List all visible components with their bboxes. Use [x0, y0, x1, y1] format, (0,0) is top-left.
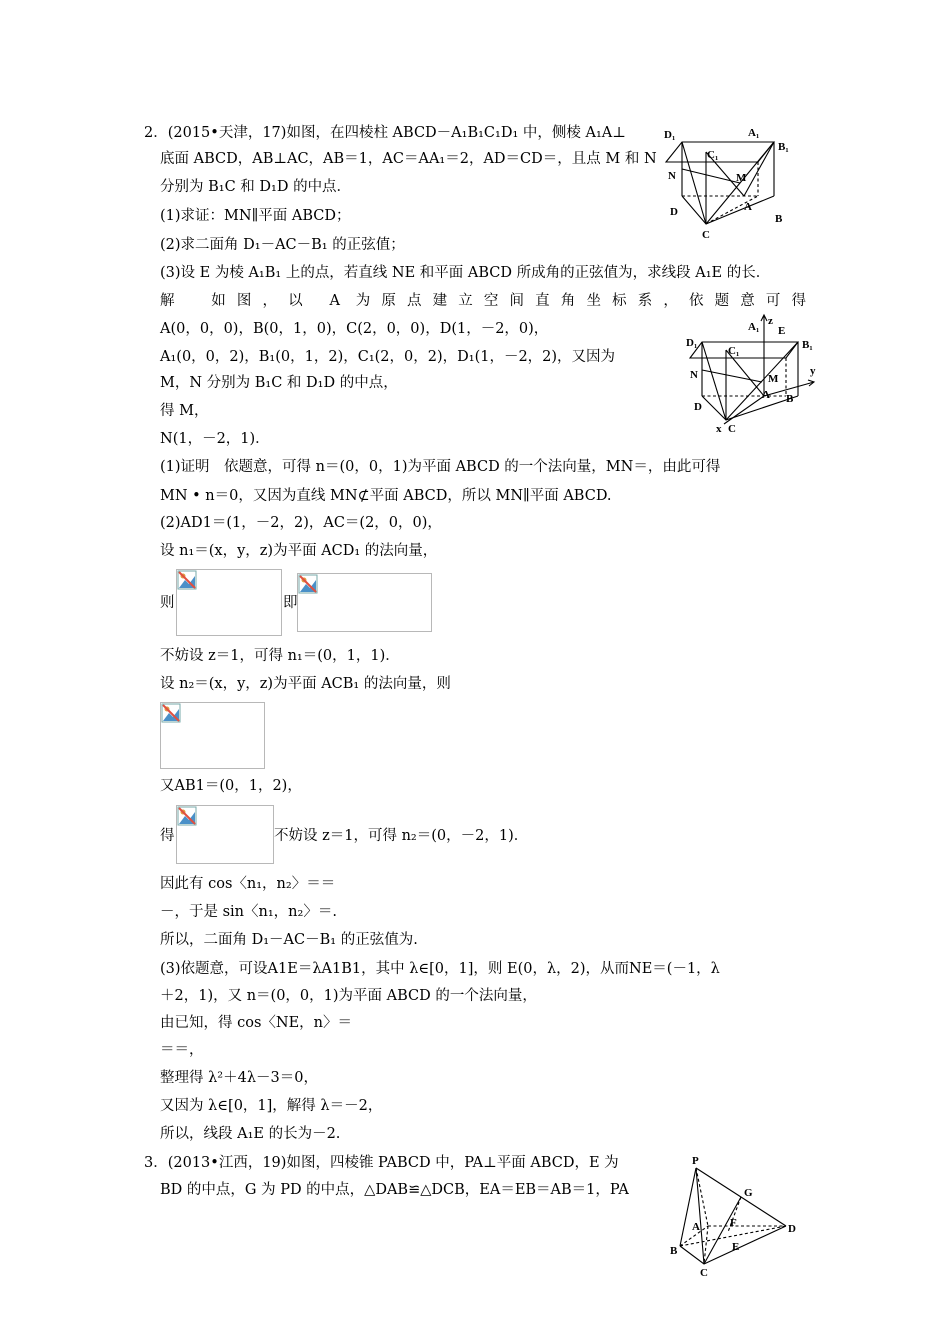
- broken-image-icon: [177, 570, 197, 590]
- fig2-label: D: [694, 401, 702, 413]
- fig1-label: B₁: [778, 141, 789, 153]
- equation-image-placeholder: [160, 702, 265, 769]
- fig2-label: E: [778, 325, 786, 337]
- fig2-label: D₁: [686, 337, 698, 349]
- problem-2-line-2: 底面 ABCD，AB⊥AC，AB＝1，AC＝AA₁＝2，AD＝CD＝，且点 M 和 N: [160, 151, 657, 167]
- fig3-edge: [680, 1168, 696, 1246]
- fig2-label: y: [810, 365, 816, 377]
- fig1-diagonal: [744, 142, 774, 196]
- fig3-segment: [704, 1197, 741, 1264]
- fig2-label: M: [768, 373, 779, 385]
- solution-coords-2: A₁(0，0，2)，B₁(0，1，2)，C₁(2，0，2)，D₁(1，－2，2)，又因为: [160, 349, 616, 365]
- fig2-label: A₁: [748, 321, 760, 333]
- figure-prism: [664, 124, 814, 244]
- solution-part-3: (3)依题意，可设A1E＝λA1B1，其中 λ∈[0，1]，则 E(0，λ，2)，从而NE＝(－1，λ: [160, 961, 720, 977]
- solution-quadratic: 整理得 λ²＋4λ－3＝0，: [160, 1070, 318, 1086]
- fig3-label: E: [732, 1241, 740, 1253]
- fig3-label: F: [730, 1217, 737, 1229]
- fig3-label: D: [788, 1223, 796, 1235]
- fig3-edge-hidden: [696, 1168, 708, 1226]
- fig2-label: N: [690, 369, 698, 381]
- problem-2-question-3: (3)设 E 为棱 A₁B₁ 上的点，若直线 NE 和平面 ABCD 所成角的正弦值为，求线段 A₁E 的长．: [160, 265, 771, 281]
- problem-3-line-2: BD 的中点，G 为 PD 的中点，△DAB≌△DCB，EA＝EB＝AB＝1，PA: [160, 1182, 629, 1198]
- fig1-label: D: [670, 206, 678, 218]
- broken-image-icon: [177, 806, 197, 826]
- fig2-label: C: [728, 423, 736, 434]
- solution-midpoints: M，N 分别为 B₁C 和 D₁D 的中点，: [160, 375, 398, 391]
- fig1-label: C₁: [707, 149, 719, 161]
- equation-image-placeholder: [297, 573, 432, 632]
- problem-2-line-3: 分别为 B₁C 和 D₁D 的中点．: [160, 179, 352, 195]
- fig3-edge: [696, 1168, 704, 1264]
- fig3-label: P: [692, 1155, 699, 1167]
- solution-m: 得 M，: [160, 403, 209, 419]
- fig2-label: C₁: [728, 345, 740, 357]
- solution-part-3-cont: ＋2，1)，又 n＝(0，0，1)为平面 ABCD 的一个法向量，: [160, 988, 537, 1004]
- fig1-label: D₁: [664, 129, 676, 141]
- solution-intro: 解 如图，以 A 为原点建立空间直角坐标系，依题意可得: [160, 293, 806, 309]
- fig2-segment: [702, 370, 762, 382]
- fig2-base: [702, 396, 798, 420]
- solution-ab1: 又AB1＝(0，1，2)，: [160, 778, 302, 794]
- solution-part-2-conclusion: 所以，二面角 D₁－AC－B₁ 的正弦值为.: [160, 932, 418, 948]
- fig1-diagonal: [682, 142, 706, 224]
- solution-get-label: 得: [160, 828, 175, 844]
- solution-equals: ＝＝，: [160, 1042, 204, 1058]
- solution-part-1: (1)证明 依题意，可得 n＝(0，0，1)为平面 ABCD 的一个法向量，MN＝，由此可得: [160, 459, 721, 475]
- fig2-label: z: [768, 315, 773, 327]
- fig3-label: A: [692, 1221, 700, 1233]
- equation-image-placeholder: [176, 805, 274, 864]
- solution-part-2: (2)AD1＝(1，－2，2)，AC＝(2，0，0)，: [160, 515, 442, 531]
- fig2-label: B₁: [802, 339, 813, 351]
- solution-namely-label: 即: [283, 595, 298, 611]
- fig3-label: C: [700, 1267, 708, 1278]
- fig1-label: N: [668, 170, 676, 182]
- solution-normal-n1: 设 n₁＝(x，y，z)为平面 ACD₁ 的法向量，: [160, 543, 438, 559]
- figure-pyramid: [668, 1154, 808, 1278]
- fig1-label: A₁: [748, 127, 760, 139]
- solution-n1-result: 不妨设 z＝1，可得 n₁＝(0，1，1)．: [160, 648, 400, 664]
- solution-normal-n2: 设 n₂＝(x，y，z)为平面 ACB₁ 的法向量，则: [160, 676, 451, 692]
- solution-cos-ne: 由已知，得 cos〈NE，n〉＝: [160, 1015, 353, 1031]
- fig2-label: x: [716, 423, 722, 434]
- fig3-label: B: [670, 1245, 678, 1257]
- fig2-label: A: [762, 389, 770, 401]
- problem-2-question-1: (1)求证：MN∥平面 ABCD；: [160, 208, 351, 224]
- broken-image-icon: [298, 574, 318, 594]
- solution-then-label: 则: [160, 595, 175, 611]
- solution-n: N(1，－2，1)．: [160, 431, 270, 447]
- solution-n2-result: 不妨设 z＝1，可得 n₂＝(0，－2，1)．: [274, 828, 529, 844]
- fig1-label: M: [736, 172, 747, 184]
- solution-part-1-cont: MN • n＝0，又因为直线 MN⊄平面 ABCD，所以 MN∥平面 ABCD.: [160, 488, 612, 504]
- problem-2-question-2: (2)求二面角 D₁－AC－B₁ 的正弦值；: [160, 237, 405, 253]
- fig3-label: G: [744, 1187, 753, 1199]
- fig1-label: C: [702, 229, 710, 241]
- problem-3-heading: 3．(2013•江西，19)如图，四棱锥 PABCD 中，PA⊥平面 ABCD，E 为: [144, 1155, 619, 1171]
- fig1-base: [682, 196, 774, 224]
- equation-image-placeholder: [176, 569, 282, 636]
- problem-2-heading: 2．(2015•天津，17)如图，在四棱柱 ABCD－A₁B₁C₁D₁ 中，侧棱 A₁A⊥: [144, 125, 626, 141]
- solution-coords-1: A(0，0，0)，B(0，1，0)，C(2，0，0)，D(1，－2，0)，: [160, 321, 549, 337]
- fig2-label: B: [786, 393, 794, 405]
- figure-coordinate-prism: [686, 312, 826, 434]
- solution-final: 所以，线段 A₁E 的长为－2.: [160, 1126, 341, 1142]
- fig1-label: B: [775, 213, 783, 225]
- broken-image-icon: [161, 703, 181, 723]
- fig1-label: A: [744, 201, 752, 213]
- solution-cos: 因此有 cos〈n₁，n₂〉＝＝: [160, 876, 336, 892]
- fig1-segment-mn: [682, 169, 740, 183]
- solution-sin: －，于是 sin〈n₁，n₂〉＝.: [160, 904, 337, 920]
- solution-lambda: 又因为 λ∈[0，1]，解得 λ＝－2，: [160, 1098, 383, 1114]
